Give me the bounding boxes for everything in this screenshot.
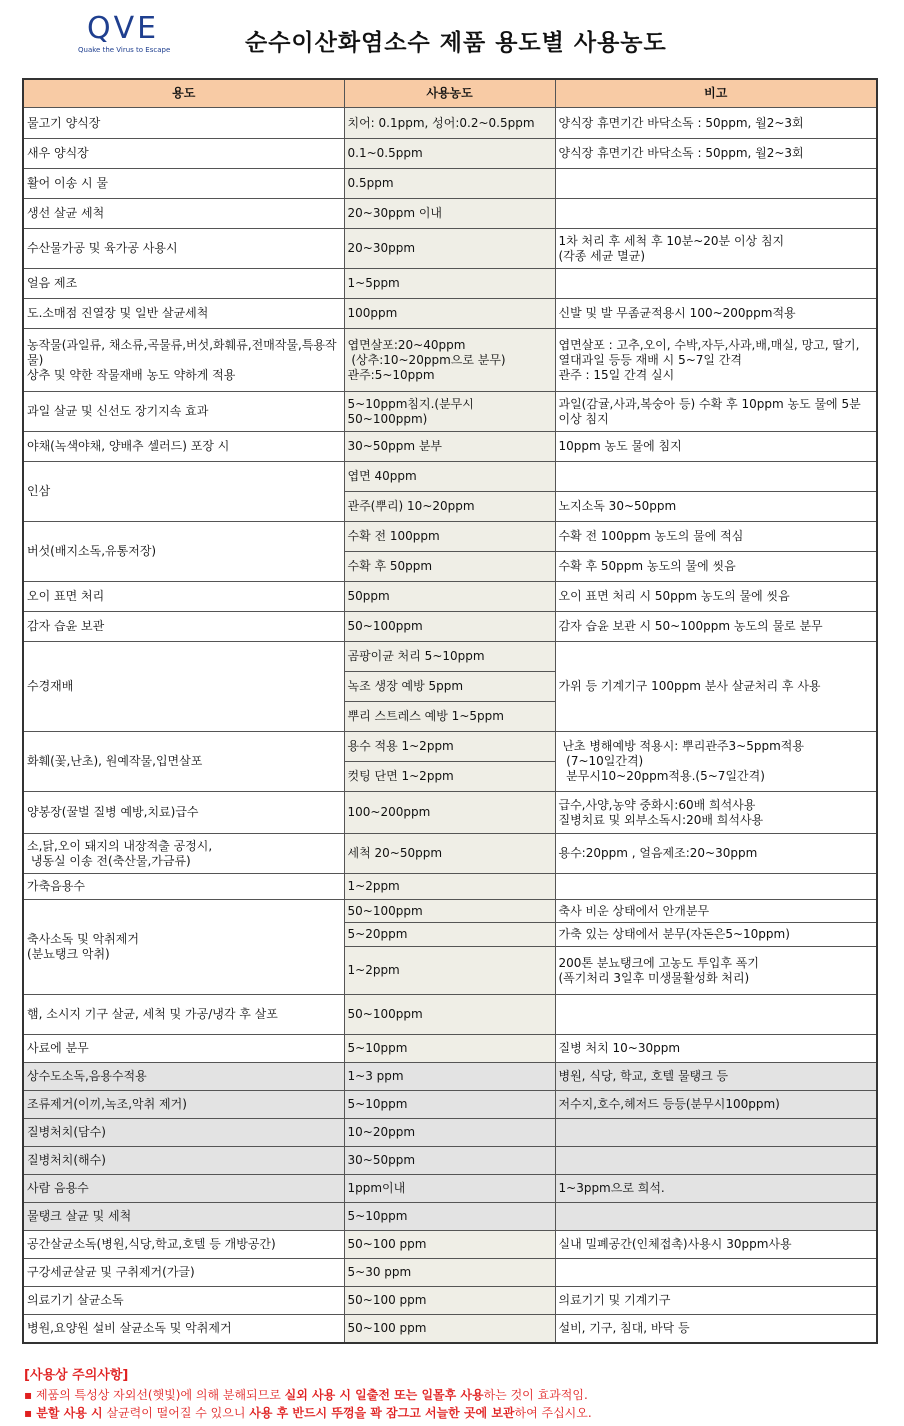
usage-cell: 농작물(과일류, 채소류,곡물류,버섯,화훼류,전매작물,특용작물) 상추 및 약한 작물재배 농도 약하게 적용 (23, 329, 344, 392)
table-row (23, 229, 877, 269)
remarks-cell: 200톤 분뇨탱크에 고농도 투입후 폭기 (폭기처리 3일후 미생물활성화 처리) (555, 947, 877, 995)
usage-cell: 활어 이송 시 물 (23, 169, 344, 199)
concentration-cell: 1~2ppm (344, 874, 555, 900)
concentration-cell: 5~30 ppm (344, 1259, 555, 1287)
table-row (23, 462, 877, 492)
remarks-cell: 가축 있는 상태에서 분무(자돈은5~10ppm) (555, 923, 877, 947)
note-2-text-c: 사용 후 반드시 뚜껑을 꽉 잠그고 서늘한 곳에 보관 (249, 1406, 515, 1420)
col-header-usage: 용도 (23, 79, 344, 108)
concentration-cell: 1~3 ppm (344, 1063, 555, 1091)
note-1-text-c: 하는 것이 효과적임. (483, 1388, 588, 1402)
remarks-cell: 가위 등 기계기구 100ppm 분사 살균처리 후 사용 (555, 642, 877, 732)
note-2-text-a: ▪ 분할 사용 시 (24, 1406, 103, 1420)
usage-cell: 병원,요양원 설비 살균소독 및 악취제거 (23, 1315, 344, 1343)
remarks-cell (555, 995, 877, 1035)
usage-cell: 의료기기 살균소독 (23, 1287, 344, 1315)
concentration-cell: 엽면 40ppm (344, 462, 555, 492)
concentration-cell: 5~10ppm침지.(분무시50~100ppm) (344, 392, 555, 432)
remarks-cell (555, 1147, 877, 1175)
concentration-cell: 50~100 ppm (344, 1231, 555, 1259)
note-line-1 (24, 1386, 588, 1403)
concentration-cell: 100~200ppm (344, 792, 555, 834)
usage-cell: 도.소매점 진열장 및 일반 살균세척 (23, 299, 344, 329)
col-header-concentration: 사용농도 (344, 79, 555, 108)
table-row (23, 1147, 877, 1175)
table-row (23, 522, 877, 552)
remarks-cell: 양식장 휴면기간 바닥소독 : 50ppm, 월2~3회 (555, 108, 877, 139)
concentration-cell: 1ppm이내 (344, 1175, 555, 1203)
concentration-cell: 엽면살포:20~40ppm (상추:10~20ppm으로 분무) 관주:5~10ppm (344, 329, 555, 392)
concentration-cell: 1~5ppm (344, 269, 555, 299)
concentration-cell: 10~20ppm (344, 1119, 555, 1147)
concentration-cell: 1~2ppm (344, 947, 555, 995)
remarks-cell: 1~3ppm으로 희석. (555, 1175, 877, 1203)
usage-cell: 햄, 소시지 기구 살균, 세척 및 가공/냉각 후 살포 (23, 995, 344, 1035)
note-1-text-b: 실외 사용 시 일출전 또는 일몰후 사용 (284, 1388, 484, 1402)
concentration-cell: 치어: 0.1ppm, 성어:0.2~0.5ppm (344, 108, 555, 139)
concentration-cell: 30~50ppm (344, 1147, 555, 1175)
concentration-cell: 5~10ppm (344, 1035, 555, 1063)
remarks-cell: 노지소독 30~50ppm (555, 492, 877, 522)
table-row (23, 834, 877, 874)
brand-logo (78, 11, 171, 60)
concentration-cell: 뿌리 스트레스 예방 1~5ppm (344, 702, 555, 732)
logo-mark: QVE (86, 11, 160, 46)
concentration-cell: 20~30ppm 이내 (344, 199, 555, 229)
table-row (23, 299, 877, 329)
remarks-cell: 의료기기 및 기계기구 (555, 1287, 877, 1315)
remarks-cell (555, 462, 877, 492)
concentration-cell: 세척 20~50ppm (344, 834, 555, 874)
remarks-cell: 난초 병해예방 적용시: 뿌리관주3~5ppm적용 (7~10일간격) 분무시10~20ppm적용.(5~7일간격) (555, 732, 877, 792)
note-2-text-b: 살균력이 떨어질 수 있으니 (102, 1406, 250, 1420)
table-row (23, 1231, 877, 1259)
note-1-text-a: ▪ 제품의 특성상 자외선(햇빛)에 의해 분해되므로 (24, 1388, 285, 1402)
concentration-cell: 용수 적용 1~2ppm (344, 732, 555, 762)
usage-table (22, 78, 878, 1344)
remarks-cell: 신발 및 발 무좀균적용시 100~200ppm적용 (555, 299, 877, 329)
table-row (23, 199, 877, 229)
concentration-cell: 50~100ppm (344, 995, 555, 1035)
usage-cell: 생선 살균 세척 (23, 199, 344, 229)
concentration-cell: 50~100 ppm (344, 1287, 555, 1315)
table-row (23, 1315, 877, 1343)
table-row (23, 642, 877, 672)
notes-title: [사용상 주의사항] (24, 1368, 129, 1383)
remarks-cell (555, 199, 877, 229)
remarks-cell: 10ppm 농도 물에 침지 (555, 432, 877, 462)
usage-cell: 축사소독 및 악취제거 (분뇨탱크 악취) (23, 900, 344, 995)
remarks-cell (555, 1203, 877, 1231)
remarks-cell: 설비, 기구, 침대, 바닥 등 (555, 1315, 877, 1343)
table-row (23, 108, 877, 139)
remarks-cell: 저수지,호수,헤저드 등등(분무시100ppm) (555, 1091, 877, 1119)
usage-cell: 야채(녹색야채, 양배추 셀러드) 포장 시 (23, 432, 344, 462)
remarks-cell: 용수:20ppm , 얼음제조:20~30ppm (555, 834, 877, 874)
concentration-cell: 컷팅 단면 1~2ppm (344, 762, 555, 792)
table-row (23, 169, 877, 199)
remarks-cell: 급수,사양,농약 중화시:60배 희석사용 질병치료 및 외부소독시:20배 희석사용 (555, 792, 877, 834)
remarks-cell: 1차 처리 후 세척 후 10분~20분 이상 침지 (각종 세균 멸균) (555, 229, 877, 269)
usage-cell: 질병처치(해수) (23, 1147, 344, 1175)
table-row (23, 1259, 877, 1287)
table-row (23, 1063, 877, 1091)
usage-cell: 질병처치(담수) (23, 1119, 344, 1147)
remarks-cell (555, 874, 877, 900)
note-line-2 (24, 1404, 592, 1421)
usage-cell: 상수도소독,음용수적용 (23, 1063, 344, 1091)
table-row (23, 995, 877, 1035)
usage-cell: 수산물가공 및 육가공 사용시 (23, 229, 344, 269)
table-row (23, 1175, 877, 1203)
logo-tagline: Quake the Virus to Escape (78, 46, 171, 54)
concentration-cell: 50ppm (344, 582, 555, 612)
concentration-cell: 0.1~0.5ppm (344, 139, 555, 169)
usage-cell: 얼음 제조 (23, 269, 344, 299)
table-row (23, 612, 877, 642)
table-row (23, 1091, 877, 1119)
table-row (23, 792, 877, 834)
table-header-row (23, 79, 877, 108)
table-row (23, 432, 877, 462)
usage-cell: 감자 습윤 보관 (23, 612, 344, 642)
concentration-cell: 50~100 ppm (344, 1315, 555, 1343)
remarks-cell: 양식장 휴면기간 바닥소독 : 50ppm, 월2~3회 (555, 139, 877, 169)
table-row (23, 1119, 877, 1147)
usage-cell: 조류제거(이끼,녹조,악취 제거) (23, 1091, 344, 1119)
usage-cell: 새우 양식장 (23, 139, 344, 169)
table-row (23, 874, 877, 900)
concentration-cell: 100ppm (344, 299, 555, 329)
remarks-cell: 축사 비운 상태에서 안개분무 (555, 900, 877, 923)
usage-cell: 사료에 분무 (23, 1035, 344, 1063)
usage-cell: 화훼(꽃,난초), 원예작물,입면살포 (23, 732, 344, 792)
remarks-cell: 질병 처치 10~30ppm (555, 1035, 877, 1063)
concentration-cell: 5~10ppm (344, 1203, 555, 1231)
remarks-cell: 과일(감귤,사과,복숭아 등) 수확 후 10ppm 농도 물에 5분 이상 침지 (555, 392, 877, 432)
table-row (23, 269, 877, 299)
concentration-cell: 수확 전 100ppm (344, 522, 555, 552)
usage-cell: 사람 음용수 (23, 1175, 344, 1203)
table-row (23, 582, 877, 612)
concentration-cell: 수확 후 50ppm (344, 552, 555, 582)
remarks-cell: 수확 후 50ppm 농도의 물에 씻음 (555, 552, 877, 582)
usage-cell: 소,닭,오이 돼지의 내장적출 공정시, 냉동실 이송 전(축산물,가금류) (23, 834, 344, 874)
col-header-remarks: 비고 (555, 79, 877, 108)
concentration-cell: 0.5ppm (344, 169, 555, 199)
concentration-cell: 20~30ppm (344, 229, 555, 269)
remarks-cell: 감자 습윤 보관 시 50~100ppm 농도의 물로 분무 (555, 612, 877, 642)
table-row (23, 1035, 877, 1063)
usage-cell: 버섯(배지소독,유통저장) (23, 522, 344, 582)
concentration-cell: 녹조 생장 예방 5ppm (344, 672, 555, 702)
remarks-cell (555, 1119, 877, 1147)
table-row (23, 139, 877, 169)
table-row (23, 900, 877, 923)
remarks-cell (555, 1259, 877, 1287)
usage-cell: 물탱크 살균 및 세척 (23, 1203, 344, 1231)
usage-cell: 인삼 (23, 462, 344, 522)
remarks-cell: 병원, 식당, 학교, 호텔 물탱크 등 (555, 1063, 877, 1091)
concentration-cell: 50~100ppm (344, 612, 555, 642)
concentration-cell: 5~20ppm (344, 923, 555, 947)
table-row (23, 392, 877, 432)
table-row (23, 329, 877, 392)
usage-cell: 양봉장(꿀벌 질병 예방,치료)급수 (23, 792, 344, 834)
concentration-cell: 50~100ppm (344, 900, 555, 923)
concentration-cell: 곰팡이균 처리 5~10ppm (344, 642, 555, 672)
page-title: 순수이산화염소수 제품 용도별 사용농도 (245, 30, 667, 56)
concentration-cell: 30~50ppm 분부 (344, 432, 555, 462)
remarks-cell: 수확 전 100ppm 농도의 물에 적심 (555, 522, 877, 552)
usage-cell: 공간살균소독(병원,식당,학교,호텔 등 개방공간) (23, 1231, 344, 1259)
usage-cell: 오이 표면 처리 (23, 582, 344, 612)
remarks-cell (555, 269, 877, 299)
usage-cell: 가축음용수 (23, 874, 344, 900)
usage-cell: 구강세균살균 및 구취제거(가글) (23, 1259, 344, 1287)
note-2-text-d: 하여 주십시오. (514, 1406, 592, 1420)
usage-cell: 과일 살균 및 신선도 장기지속 효과 (23, 392, 344, 432)
table-row (23, 1287, 877, 1315)
remarks-cell: 엽면살포 : 고추,오이, 수박,자두,사과,배,매실, 망고, 딸기, 열대과일 등등 재배 시 5~7일 간격 관주 : 15일 간격 실시 (555, 329, 877, 392)
usage-cell: 수경재배 (23, 642, 344, 732)
table-row (23, 732, 877, 762)
remarks-cell: 오이 표면 처리 시 50ppm 농도의 물에 씻음 (555, 582, 877, 612)
concentration-cell: 5~10ppm (344, 1091, 555, 1119)
table-row (23, 1203, 877, 1231)
concentration-cell: 관주(뿌리) 10~20ppm (344, 492, 555, 522)
remarks-cell (555, 169, 877, 199)
remarks-cell: 실내 밀폐공간(인체접촉)사용시 30ppm사용 (555, 1231, 877, 1259)
usage-cell: 물고기 양식장 (23, 108, 344, 139)
